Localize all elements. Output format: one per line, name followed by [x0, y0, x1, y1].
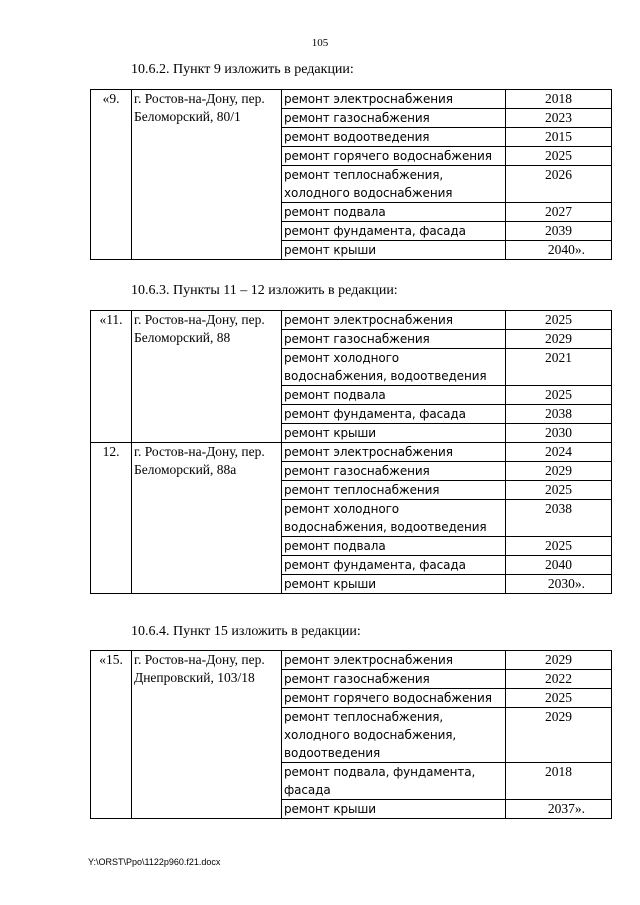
- work-year: 2025: [506, 147, 612, 166]
- table-section-3: [90, 650, 612, 819]
- work-year: 2023: [506, 109, 612, 128]
- work-year: 2015: [506, 128, 612, 147]
- work-year: 2038: [506, 405, 612, 424]
- work-type: ремонт крыши: [282, 800, 506, 819]
- work-year: 2027: [506, 203, 612, 222]
- work-year: 2040».: [506, 241, 612, 260]
- table-section-2: [90, 310, 612, 594]
- section-heading: 10.6.4. Пункт 15 изложить в редакции:: [131, 624, 361, 639]
- work-year: 2025: [506, 689, 612, 708]
- work-type: ремонт холодного водоснабжения, водоотведения: [282, 500, 506, 537]
- work-type: ремонт водоотведения: [282, 128, 506, 147]
- item-number: «9.: [91, 90, 132, 260]
- work-type: ремонт газоснабжения: [282, 670, 506, 689]
- section-heading: 10.6.3. Пункты 11 – 12 изложить в редакции:: [131, 283, 398, 298]
- work-year: 2029: [506, 330, 612, 349]
- work-type: ремонт газоснабжения: [282, 462, 506, 481]
- page-number: 105: [311, 37, 329, 49]
- work-type: ремонт подвала: [282, 386, 506, 405]
- work-type: ремонт электроснабжения: [282, 90, 506, 109]
- work-year: 2039: [506, 222, 612, 241]
- table-row: [91, 90, 612, 109]
- work-type: ремонт теплоснабжения, холодного водоснабжения: [282, 166, 506, 203]
- work-type: ремонт подвала: [282, 537, 506, 556]
- table-section-1: [90, 89, 612, 260]
- work-year: 2025: [506, 386, 612, 405]
- work-year: 2029: [506, 462, 612, 481]
- work-type: ремонт подвала: [282, 203, 506, 222]
- work-type: ремонт электроснабжения: [282, 651, 506, 670]
- work-year: 2018: [506, 763, 612, 800]
- work-type: ремонт крыши: [282, 424, 506, 443]
- work-year: 2038: [506, 500, 612, 537]
- work-type: ремонт газоснабжения: [282, 330, 506, 349]
- work-year: 2022: [506, 670, 612, 689]
- work-type: ремонт горячего водоснабжения: [282, 689, 506, 708]
- work-year: 2029: [506, 708, 612, 763]
- table-row: [91, 651, 612, 670]
- work-type: ремонт газоснабжения: [282, 109, 506, 128]
- work-year: 2025: [506, 481, 612, 500]
- work-year: 2040: [506, 556, 612, 575]
- item-address: г. Ростов-на-Дону, пер. Беломорский, 88а: [132, 443, 282, 594]
- work-type: ремонт фундамента, фасада: [282, 556, 506, 575]
- work-year: 2018: [506, 90, 612, 109]
- table-row: [91, 311, 612, 330]
- work-year: 2030: [506, 424, 612, 443]
- item-address: г. Ростов-на-Дону, пер. Беломорский, 88: [132, 311, 282, 443]
- work-type: ремонт горячего водоснабжения: [282, 147, 506, 166]
- table-row: [91, 443, 612, 462]
- work-type: ремонт электроснабжения: [282, 443, 506, 462]
- item-number: «11.: [91, 311, 132, 443]
- work-type: ремонт фундамента, фасада: [282, 222, 506, 241]
- work-year: 2025: [506, 537, 612, 556]
- item-number: 12.: [91, 443, 132, 594]
- work-year: 2021: [506, 349, 612, 386]
- work-type: ремонт подвала, фундамента, фасада: [282, 763, 506, 800]
- item-number: «15.: [91, 651, 132, 819]
- work-year: 2030».: [506, 575, 612, 594]
- work-type: ремонт теплоснабжения: [282, 481, 506, 500]
- section-heading: 10.6.2. Пункт 9 изложить в редакции:: [131, 62, 354, 77]
- work-year: 2029: [506, 651, 612, 670]
- work-year: 2026: [506, 166, 612, 203]
- work-type: ремонт холодного водоснабжения, водоотведения: [282, 349, 506, 386]
- item-address: г. Ростов-на-Дону, пер. Беломорский, 80/1: [132, 90, 282, 260]
- work-type: ремонт теплоснабжения, холодного водоснабжения, водоотведения: [282, 708, 506, 763]
- item-address: г. Ростов-на-Дону, пер. Днепровский, 103/18: [132, 651, 282, 819]
- work-type: ремонт фундамента, фасада: [282, 405, 506, 424]
- work-type: ремонт крыши: [282, 241, 506, 260]
- work-year: 2037».: [506, 800, 612, 819]
- work-year: 2025: [506, 311, 612, 330]
- work-type: ремонт электроснабжения: [282, 311, 506, 330]
- file-path-footer: Y:\ORST\Ppo\1122p960.f21.docx: [88, 857, 221, 867]
- work-type: ремонт крыши: [282, 575, 506, 594]
- work-year: 2024: [506, 443, 612, 462]
